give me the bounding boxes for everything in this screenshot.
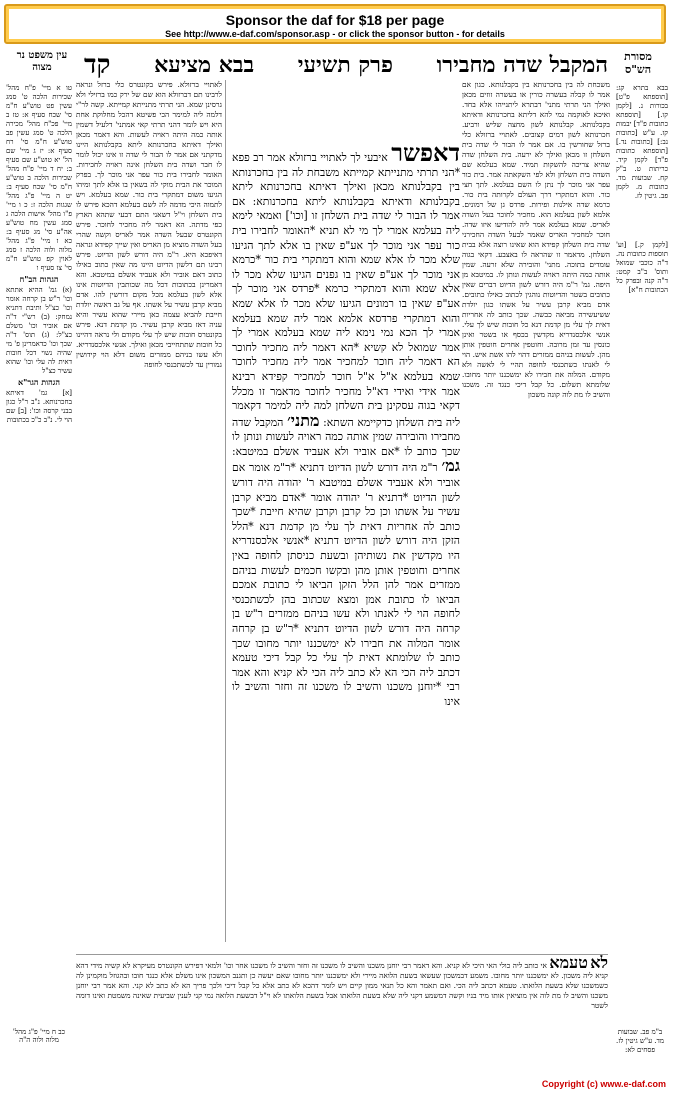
tosafot-column — [76, 80, 226, 942]
rashi-text: משכחת לה בין בחכרנותא בין בקבלנותא. כגון אם אמר לו קבלה בעשרה כורין או בעשרה זוזים מכאן ואילך הני תרתי מתני' דבתרא ליתנייהו אלא בחד. ואיכא לאוקמה נמי להא דליתא בחכרנותא ודאיתא בקבלנותא. קבלנותא לשון מחצה שליש ורביע. חכרנותא לשון דמים קצובים. לאתויי ברזולא כלי ברזל שחורשין בו. אם אמר לו הבור לי שדה בית השלחן זו מכאן ואילך לא ירעה. בית השלחן שדה שהיא צריכה להשקות תמיד. שמא בעלמא שם השדה בית השלחן ולא לפי השקאתה אמר. בית כור עפר אני מוכר לך נתן לו השם בעלמא. לתך חצי כור. והוא דמתקרי דרך העולם לקרותה בית כור. כרמא שדה אילנות ופירות. פרדס גן של רמונים. אלמא לשון בעלמא הוא. מחכיר לחוכר בעל השדה לאריס. שמא בעלמא אמר ליה להודיעו איזו שדה. חוכר למחכיר האריס שאמר לבעל השדה החכירני שדה בית השלחן קפידא הוא שאינו רוצה אלא בבית השלחן. מדאמר זו שהראה לו באצבע. דקאי בגוה עומדים בתוכה. מתני' והובירה שלא זרעה. שמין אותה כמה היתה ראויה לעשות ונותן לו. במיטבא מן היפה. גמ' ר"מ היה דורש לשון הדיוט דברים שאין כתובים בשטר והדיוטות נוהגין לכתוב כאילו כתובים. אדם מביא קרבן עשיר על אשתו כגון יולדת ששיעשירה מביאה כבשה. שכך כותב לה אחריות דאית לך עלי מן קדמת דנא כל חובות שיש לך עלי. אנשי אלכסנדריא מקדשין בכסף או בשטר ואינן כונסין עד זמן מרובה. וחוטפין אחרים חוטפין אותן מהן. לעשות בניהם ממזרים דהוי להו אשת איש. הוי לי לאנתו כשתכנסי לחופה תהיי לי לאשה ולא מקודם. המלוה את חבירו לא ימשכננו יותר מחובו. שלומתא תשלום. כל קבל דיכי כנגד זה. משכנו והשיב לו מת לוה קונה משכון — [462, 80, 610, 399]
rashi-column — [462, 80, 610, 942]
hagahot-gra-text: [א] גמ' דאיתא בחכרנותא. נ"ב ר"ל כגון בבני קרסה וכו': [ב] שם הוי לי. נ"ב כ"כ בכתובות — [6, 389, 72, 424]
ein-mishpat-bottom: כב ח מיי' פ"ג מהל' מלוה ולוה ה"ה — [12, 1028, 66, 1044]
header-chapter: המקבל שדה מחבירו — [436, 52, 608, 78]
copyright-notice[interactable]: Copyright (c) www.e-daf.com — [541, 1079, 666, 1089]
gemara-text-2: ר"מ היה דורש לשון הדיוט דתניא *ר"מ אומר אם אוביר ולא אעביד אשלם במיטבא ר' יהודה היה דורש לשון הדיוט *דתניא ר' יהודה אומר *אדם מביא קרבן עשיר על אשתו וכן כל קרבן וקרבן שהיא חייבת *שכך כותב לה אחריות דאית לך עלי מן קדמת דנא *הלל הזקן היה דורש לשון הדיוט דתניא *אנשי אלכסנדריא היו מקדשין את נשותיהן ובשעת כניסתן לחופה באין אחרים וחוטפין אותן מהן ובקשו חכמים לעשות בניהם ממזרים אמר להן הלל הזקן הביאו לי כתובת אמכם הביאו לו כתובת אמן ומצא שכתוב בהן לכשתכנסי לחופה הוי לי לאנתו ולא עשו בניהם ממזרים ר"ש בן קרחה היה דורש לשון הדיוט דתניא *ר"ש בן קרחה אומר המלוה את חבירו לא ימשכננו יותר מחובו שכך כותב לו שלומתא דאית לך עלי כל קבל דיכי טעמא דכתב ליה הכי הא לא כתב ליה הכי לא קניא והא אמר רבי *יוחנן משכנו והשיב לו משכנו זה וחזר והשיב לו אינו — [232, 461, 460, 708]
masoret-column — [616, 84, 668, 984]
header-daf-number: קד — [84, 50, 111, 80]
sponsor-title[interactable]: Sponsor the daf for $18 per page — [225, 12, 445, 28]
header-masechet: בבא מציעא — [154, 52, 255, 78]
footer-keyword-lo: לא — [590, 954, 608, 972]
ein-mishpat-column — [6, 84, 72, 734]
sponsor-banner[interactable] — [4, 4, 666, 44]
gemara-text-1: איבעי לך לאתויי ברזולא אמר רב פפא *הני תרתי מתנייתא קמייתא משבחת לה בין בחכרנותא בין בקבלנותא מכאן ואילך דאיתא בחכרנותא ליתא בקבלנותא ודאיתא בקבלנותא ליתא בחכרנותא: אם אמר לו הבור לי שדה בית השלחן זו [וכו'] ואמאי לימא ליה בעלמא אמרי לך מי לא תניא *האומר לחבירו בית כור עפר אני מוכר לך אע"פ שאין בו אלא לתך הגיעו שלא מכר לו אלא שמא והוא דמתקרי בית כור *כרמא אני מוכר לך אע"פ שאין בו גפנים הגיעו שלא מכר לו אלא שמא והוא דמתקרי כרמא *פרדס אני מוכר לך אע"פ שאין בו רמונים הגיעו שלא מכר לו אלא שמא והוא דמתקרי פרדסא אלמא אמר ליה שמא בעלמא אמרי לך הכא נמי נימא ליה שמא בעלמא אמרי לך אמר שמואל לא קשיא *הא דאמר ליה מחכיר לחוכר הא דאמר ליה חוכר למחכיר אמר ליה מחכיר לחוכר שמא בעלמא א"ל א"ל חוכר למחכיר קפידא רבינא אמר אידי ואידי דא"ל מחכיר לחוכר מדאמר זו מכלל דקאי בגוה עסקינן בית השלחן למה ליה למימר דקאמר ליה בית השלחן כדקיימא השתא: — [232, 151, 460, 429]
hagahot-bach-text: (א) גמ' ההיא אתתא וכו' ר"ש בן קרחה אומר וכו' כצ"ל ותיבת דתניא נמחק: (ב) רש"י ד"ה אם אוביר וכו' משלם כצ"ל: (ג) תוס' ד"ה שכך וכו' כדאמרינן פ' מי שהיה נשוי דכל חובות דאית לה עלי וכו' שהוא עשיר כצ"ל — [6, 286, 72, 375]
masoret-title: מסורת הש"ס — [624, 50, 652, 76]
bottom-commentary — [76, 954, 608, 1072]
hagahot-gra-title: הגהות הגר"א — [17, 377, 61, 387]
sponsor-subtitle[interactable]: See http://www.e-daf.com/sponsor.asp - or click the sponsor button - for details — [165, 29, 505, 39]
masoret-bottom-text: [לקמן ק.] [וע' תוספות כתובות נה. ד"ה כוכבי שמואל ותוס' ב"ב קמט: ד"ה קנה ובפרק כל הכתובות ח"א] — [616, 241, 668, 294]
masoret-text: בבא בתרא קג: [תוספתא פ"ט] בכורות נ. [לקמן קו.] [תוספתא כתובות פ"ד] יבמות קז. ע"ש [כתובות נב:] [כתובות נד.] [תוספתא כתובות פ"ד] לקמן קיד. כריתות ט. ב"ק קח. שבועות מד. כתובות מ. לקמן פב. גיטין לז. — [616, 84, 668, 200]
sponsor-banner-body — [9, 9, 661, 39]
header-perek: פרק תשיעי — [297, 52, 393, 78]
ein-mishpat-text: טו א מיי' פ"ח מהל' שכירות הלכה ט' סמג עשין פט טוש"ע ח"מ סי' שכח סעיף א: טז ב מיי' פכ"ח מהל' מכירה הלכה ט' סמג עשין פב טוש"ע ח"מ סי' רח סעיף א: יז ג מיי' שם הל' יא טוש"ע שם סעיף ב: יח ד מיי' פ"ח מהל' שכירות הלכה ב טוש"ע ח"מ סי' שכח סעיף ב: יט ה מיי' פ"ג מהל' שגגות הלכה ז: כ ו מיי' פ"ו מהל' אישות הלכה ג סמג עשין מח טוש"ע אה"ע סי' מג סעיף ב: כא ז מיי' פ"ג מהל' מלוה ולוה הלכה ז סמג לאוין קפ טוש"ע ח"מ סי' צז סעיף ו — [6, 84, 72, 272]
ein-mishpat-title: עין משפט נר מצוה — [16, 50, 68, 73]
gemara-column — [232, 146, 460, 952]
tosafot-text: לאתויי ברזולא. פירש בקונטרס כלי ברזל ונראה לרבינו תם דברזולא הוא שם של ירק כמו ברזילי ולא גרסינן שמא. הני תרתי מתנייתא קמייתא. קשה לר"י דלמה ליה למימר הכי פשיטא דהכל מחלוקת אחת היא ויש לומר דהני תרתי קאי אמתני' דלעיל דשמין אותה כמה היתה ראויה לעשות. והא דאמר מכאן ואילך דאיתא בחכרנותא ליתא בקבלנותא היינו מדקתני אם אמר לו הבור לי שדה זו אינו יכול לומר לו חבר ושדה בית השלחן אינה ראויה לחכירות. האומר לחבירו בית כור עפר אני מוכר לך. בפרק המוכר את הבית מוקי לה בשאין בו אלא לתך ומיהו הגיעו משום דמתקרי בית כור. שמא בעלמא. ויש לתמוה היכי מדמה לה לשם בעלמא דהכא פירש לו בית השלחן וי"ל דשאני התם דבעי שתהא הארץ כפי מדתה. הא דאמר ליה מחכיר לחוכר. פירש הקונטרס שבעל השדה אמר לאריס וקשה שהרי בעל השדה מוציא מן האריס ואין שייך קפידא ונראה דאיפכא היא. ר"מ היה דורש לשון הדיוט. פירש רבינו תם דלשון הדיוט היינו מה שאין כתוב כאילו כתוב דאם אוביר ולא אעביד אשלם במיטבא. והא דאמרינן בכתובות דכל מה שכותבין הדיוטות אינו אלא לשון בעלמא מכל מקום דורשין להו. אדם מביא קרבן עשיר על אשתו. אף על גב דאשה יולדת חייבת להביא עצמה כאן מיירי שהוא עשיר והיא עניה דאז מביא קרבן עשיר. מן קדמת דנא. פירש בקונטרס חובות שיש לך עלי מקודם ולי נראה דהיינו כל חובות שתתחייבי מכאן ואילך. אנשי אלכסנדריא. ולא עשו בניהם ממזרים משום דלא הוי קידושין גמורין עד לכשתכנסי לחופה — [76, 80, 222, 369]
hagahot-bach-title: הגהות הב"ח — [19, 274, 59, 284]
mishna-marker: מתני׳ — [287, 410, 320, 430]
masoret-bottom: ב"מ פב. שבועות מד. ע"ש גיטין לז. פסחים לא: — [616, 1028, 664, 1054]
bottom-commentary-text: אי כותב ליה כולי האי היכי לא קניא. והא דאמר רבי יוחנן משכנו והשיב לו משכנו זה וחזר והשיב לו משכנו אחר וכו' ולמאי דפירש הקונטרס מעיקרא לא קשיה מידי דהא קניא ליה משכון. לא ימשכננו יותר מחובו. משמע דבמשכון שעשאו בשעת הלואה מיירי ולא ימשכננו יותר מחובו שאם יעשה כן ותגנב המשכון אינו משלם אלא כנגד חובו ובהגוזל מוקמינן לה כשמשכנו שלא בשעת הלואתו. טעמא דכתב ליה הכי. ואם תאמר והא כל תנאי ממון קיים ויש לומר דהכא לא כתב אלא כל קבל דיכי ולכך פריך הא לא כתב לא קני. והא אמר רבי יוחנן משכנו והשיב לו מת לוה אין מוציאין אותו מיד בניו וקשה דמשמע דקני ליה שלא בשעת הלואתו אבל בשעת הלואתו לא וי"ל דבשעת הלואה נמי קני לענין שביעית שאינה משמטת ואינו דומה לשטר — [76, 961, 608, 1010]
page-header — [84, 50, 608, 80]
mishna-text: המקבל שדה מחבירו והובירה שמין אותה כמה ראויה לעשות ונותן לו שכך כותב לו *אם אוביר ולא אעביד אשלם במיטבא: — [232, 415, 460, 458]
gemara-opening-word: דאפשר — [391, 146, 460, 167]
footer-keyword-taama: טעמא — [549, 954, 588, 972]
talmud-page — [4, 50, 670, 1082]
gemara-marker: גמ׳ — [441, 456, 460, 476]
